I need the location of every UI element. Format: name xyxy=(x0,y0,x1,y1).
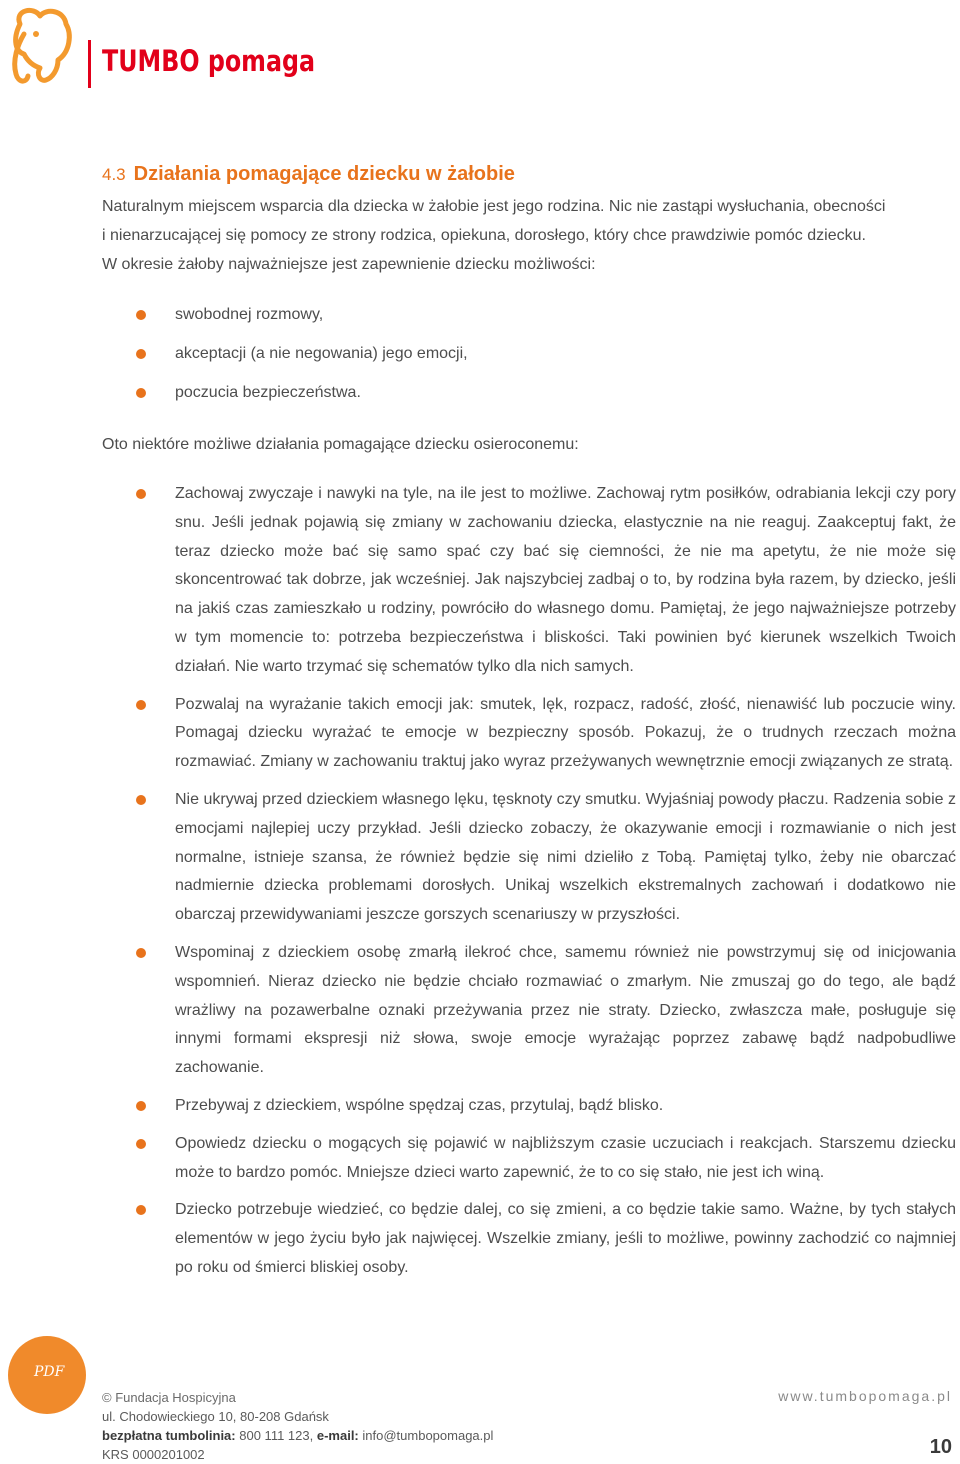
section-number: 4.3 xyxy=(102,165,126,184)
possibilities-list xyxy=(102,300,956,417)
email-link[interactable]: info@tumbopomaga.pl xyxy=(362,1428,494,1443)
bullet-dot-icon xyxy=(136,700,146,710)
list-item-text: poczucia bezpieczeństwa. xyxy=(175,384,361,401)
actions-lead: Oto niektóre możliwe działania pomagające dziecku osieroconemu: xyxy=(102,436,579,453)
hotline-label: bezpłatna tumbolinia: xyxy=(102,1428,236,1443)
list-item xyxy=(102,300,956,329)
list-item-text: Pozwalaj na wyrażanie takich emocji jak: smutek, lęk, rozpacz, radość, złość, nienawiść lub poczucie winy. Pomagaj dziecku wyrażać te emocje w bezpieczny sposób. Pokazuj, że o trudnych rzeczach można rozmawiać. Zmiany w zachowaniu traktuj jako wyraz przeżywanych wewnętrznie emocji związanych ze stratą. xyxy=(175,695,956,771)
footer-contact xyxy=(102,1388,493,1464)
list-item xyxy=(102,1130,956,1188)
list-item xyxy=(102,378,956,407)
list-item xyxy=(102,786,956,930)
brand-name: TUMBO pomaga xyxy=(102,44,316,78)
list-item xyxy=(102,939,956,1083)
bullet-dot-icon xyxy=(136,1101,146,1111)
bullet-dot-icon xyxy=(136,310,146,320)
bullet-dot-icon xyxy=(136,489,146,499)
elephant-logo-icon xyxy=(6,4,78,90)
bullet-dot-icon xyxy=(136,1205,146,1215)
bullet-dot-icon xyxy=(136,388,146,398)
footer-krs: KRS 0000201002 xyxy=(102,1447,205,1462)
pdf-label: PDF xyxy=(34,1364,65,1380)
intro-line: Naturalnym miejscem wsparcia dla dziecka w żałobie jest jego rodzina. Nic nie zastąpi wysłuchania, obecności xyxy=(102,198,886,215)
footer-address: ul. Chodowieckiego 10, 80-208 Gdańsk xyxy=(102,1409,329,1424)
section-title: Działania pomagające dziecku w żałobie xyxy=(133,163,515,185)
list-item xyxy=(102,1092,956,1121)
bullet-dot-icon xyxy=(136,349,146,359)
list-item-text: swobodnej rozmowy, xyxy=(175,306,324,323)
intro-line: i nienarzucającej się pomocy ze strony rodzica, opiekuna, dorosłego, który chce prawdziwie pomóc dziecku. xyxy=(102,227,866,244)
list-item-text: Zachowaj zwyczaje i nawyki na tyle, na ile jest to możliwe. Zachowaj rytm posiłków, odrabiania lekcji czy pory snu. Jeśli jednak pojawią się zmiany w zachowaniu dziecka, elastycznie na nie reaguj. Zaakceptuj fakt, że teraz dziecko może bać się samo spać czy bać się ciemności, że nie ma apetytu, że nie może się skoncentrować tak dobrze, jak wcześniej. Jak najszybciej zadbaj o to, by rodzina była razem, by dziecko, jeśli na jakiś czas zamieszkało u rodziny, powróciło do własnego domu. Pamiętaj, że jego najważniejsze potrzeby w tym momencie to: potrzeba bezpieczeństwa i bliskości. Taki powinien być kierunek wszelkich Twoich działań. Nie warto trzymać się schematów tylko dla nich samych. xyxy=(175,485,956,675)
page-header xyxy=(0,0,960,100)
footer-org: © Fundacja Hospicyjna xyxy=(102,1390,236,1405)
list-item-text: Dziecko potrzebuje wiedzieć, co będzie dalej, co się zmieni, a co będzie takie samo. Ważne, by tych stałych elementów w jego życiu było jak najwięcej. Wszelkie zmiany, jeśli to możliwe, powinny zachodzić co najmniej po roku od śmierci bliskiej osoby. xyxy=(175,1201,956,1276)
bullet-dot-icon xyxy=(136,1139,146,1149)
bullet-dot-icon xyxy=(136,795,146,805)
list-item-text: akceptacji (a nie negowania) jego emocji, xyxy=(175,345,468,362)
intro-paragraph xyxy=(102,192,956,279)
actions-list xyxy=(102,480,956,1292)
list-item xyxy=(102,480,956,682)
list-item-text: Opowiedz dziecku o mogących się pojawić w najbliższym czasie uczuciach i reakcjach. Starszemu dziecku może to bardzo pomóc. Mniejsze dzieci warto zapewnić, że to co się stało, nie jest ich winą. xyxy=(175,1134,956,1181)
logo-divider xyxy=(88,40,91,88)
page-footer xyxy=(0,1330,960,1460)
list-item xyxy=(102,691,956,777)
hotline-number: 800 111 123, xyxy=(239,1428,314,1443)
list-item-text: Przebywaj z dzieckiem, wspólne spędzaj czas, przytulaj, bądź blisko. xyxy=(175,1096,664,1114)
page-number: 10 xyxy=(929,1436,952,1458)
list-item xyxy=(102,339,956,368)
footer-url-link[interactable]: www.tumbopomaga.pl xyxy=(778,1388,952,1404)
email-label: e-mail: xyxy=(316,1428,359,1443)
pdf-badge-icon xyxy=(8,1336,86,1414)
list-item-text: Wspominaj z dzieckiem osobę zmarłą ilekroć chce, samemu również nie powstrzymuj się od inicjowania wspomnień. Nieraz dziecko nie będzie chciało rozmawiać o zmarłym. Nie zmuszaj go do tego, ale bądź wrażliwy na pozawerbalne oznaki przeżywania przez nie straty. Dziecko, zwłaszcza małe, posługuje się innymi formami ekspresji niż słowa, swoje emocje wyrażając poprzez zabawę bądź nadpobudliwe zachowanie. xyxy=(175,943,956,1077)
intro-line: W okresie żałoby najważniejsze jest zapewnienie dziecku możliwości: xyxy=(102,256,596,273)
footer-hotline-row xyxy=(102,1426,493,1445)
section-heading xyxy=(102,163,515,186)
list-item-text: Nie ukrywaj przed dzieckiem własnego lęku, tęsknoty czy smutku. Wyjaśniaj powody płaczu. Radzenia sobie z emocjami najlepiej uczy przykład. Jeśli dziecko zobaczy, że okazywanie emocji i rozmawianie o nich jest normalne, istnieje szansa, że również będzie się nimi dzieliło z Tobą. Pamiętaj tylko, żeby nie obarczać nadmiernie dziecka problemami dorosłych. Unikaj wszelkich ekstremalnych zachowań i dodatkowo nie obarczaj przewidywaniami jeszcze gorszych scenariuszy w przyszłości. xyxy=(175,790,956,924)
list-item xyxy=(102,1196,956,1282)
bullet-dot-icon xyxy=(136,948,146,958)
